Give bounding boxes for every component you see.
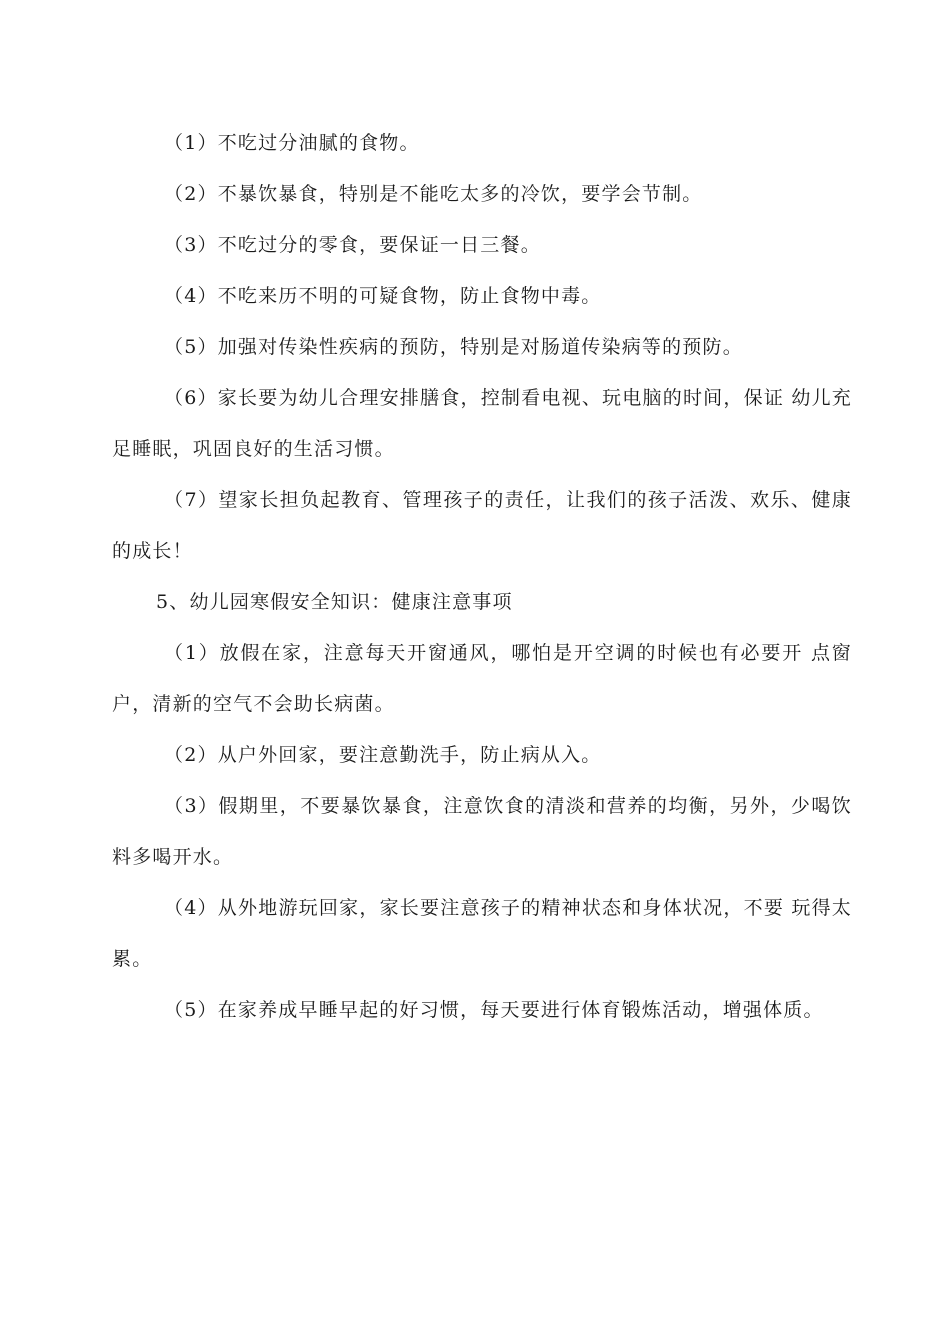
paragraph-health-1: （1）放假在家，注意每天开窗通风，哪怕是开空调的时候也有必要开 点窗户，清新的空气不会助长病菌。: [112, 642, 852, 715]
section-heading: 5、幼儿园寒假安全知识：健康注意事项: [156, 591, 513, 613]
paragraph-diet-6: （6）家长要为幼儿合理安排膳食，控制看电视、玩电脑的时间，保证 幼儿充足睡眠，巩固良好的生活习惯。: [112, 387, 852, 460]
paragraph-diet-5: （5）加强对传染性疾病的预防，特别是对肠道传染病等的预防。: [164, 336, 743, 358]
paragraph-diet-2: （2）不暴饮暴食，特别是不能吃太多的冷饮，要学会节制。: [164, 183, 703, 205]
paragraph-diet-3: （3）不吃过分的零食，要保证一日三餐。: [164, 234, 541, 256]
paragraph-diet-7: （7）望家长担负起教育、管理孩子的责任，让我们的孩子活泼、欢乐、健康的成长！: [112, 489, 852, 562]
document-body: [112, 118, 852, 1036]
paragraph-health-3: （3）假期里，不要暴饮暴食，注意饮食的清淡和营养的均衡，另外，少喝饮料多喝开水。: [112, 795, 852, 868]
paragraph-health-5: （5）在家养成早睡早起的好习惯，每天要进行体育锻炼活动，增强体质。: [164, 999, 824, 1021]
paragraph-health-4: （4）从外地游玩回家，家长要注意孩子的精神状态和身体状况，不要 玩得太累。: [112, 897, 852, 970]
paragraph-diet-1: （1）不吃过分油腻的食物。: [164, 132, 420, 154]
paragraph-diet-4: （4）不吃来历不明的可疑食物，防止食物中毒。: [164, 285, 602, 307]
paragraph-health-2: （2）从户外回家，要注意勤洗手，防止病从入。: [164, 744, 602, 766]
